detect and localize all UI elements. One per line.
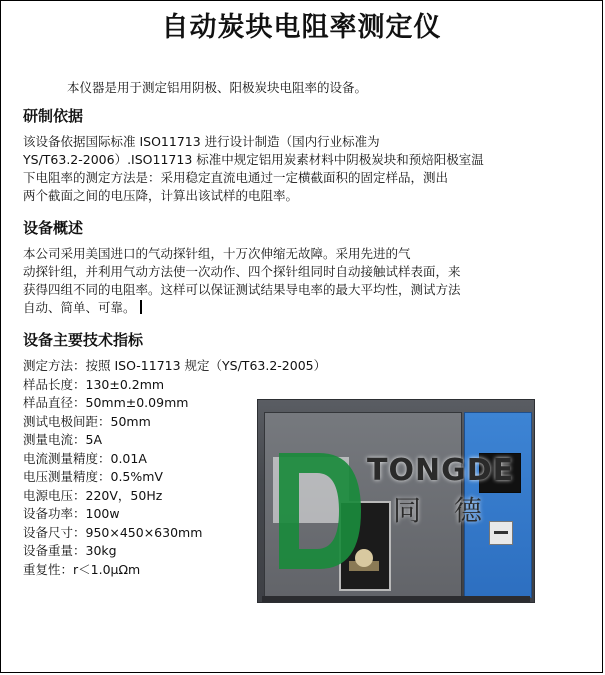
overview-line: 自动、简单、可靠。 [23, 300, 136, 315]
spec-item: 样品直径：50mm±0.09mm [23, 395, 189, 410]
document-title: 自动炭块电阻率测定仪 [161, 12, 442, 43]
basis-line: YS/T63.2-2006）.ISO11713 标准中规定铝用炭素材料中阴极炭块和预焙阳极室温 [23, 152, 484, 167]
spec-item: 设备重量：30kg [23, 543, 117, 558]
intro-text: 本仪器是用于测定铝用阴极、阳极炭块电阻率的设备。 [67, 80, 368, 95]
spec-item: 电源电压：220V，50Hz [23, 487, 163, 503]
logo-text: TONGDE [367, 453, 515, 488]
section-heading-specs: 设备主要技术指标 [23, 331, 144, 349]
spec-item: 测量电流：5A [23, 432, 103, 447]
overview-line: 动探针组，并利用气动方法使一次动作、四个探针组同时自动接触试样表面，来 [23, 264, 461, 279]
spec-item: 电压测量精度：0.5%mV [23, 469, 163, 484]
basis-line: 下电阻率的测定方法是：采用稳定直流电通过一定横截面积的固定样品，测出 [23, 170, 449, 185]
logo-d-shape [279, 453, 361, 569]
spec-item: 设备功率：100w [23, 506, 120, 521]
basis-line: 两个截面之间的电压降，计算出该试样的电阻率。 [23, 188, 299, 203]
tongde-logo-mark [273, 447, 365, 575]
spec-item: 设备尺寸：950×450×630mm [23, 524, 203, 540]
overview-line: 本公司采用美国进口的气动探针组，十万次伸缩无故障。采用先进的气 [23, 246, 411, 261]
basis-line: 该设备依据国际标准 ISO11713 进行设计制造（国内行业标准为 [23, 134, 380, 149]
overview-last-line [23, 299, 523, 317]
overview-line: 获得四组不同的电阻率。这样可以保证测试结果导电率的最大平均性，测试方法 [23, 282, 461, 297]
basis-paragraph [23, 133, 523, 205]
logo-chinese: 同 德 [393, 494, 494, 527]
spec-item: 重复性：r＜1.0μΩm [23, 561, 141, 577]
spec-item: 样品长度：130±0.2mm [23, 376, 165, 392]
overview-paragraph [23, 245, 523, 317]
spec-item: 测试电极间距：50mm [23, 413, 151, 429]
spec-item: 电流测量精度：0.01A [23, 450, 147, 466]
spec-item: 测定方法：按照 ISO-11713 规定（YS/T63.2-2005） [23, 358, 327, 373]
cabinet-base [262, 596, 530, 602]
section-heading-overview: 设备概述 [23, 219, 84, 237]
text-cursor [140, 300, 142, 314]
section-heading-basis: 研制依据 [23, 107, 84, 125]
